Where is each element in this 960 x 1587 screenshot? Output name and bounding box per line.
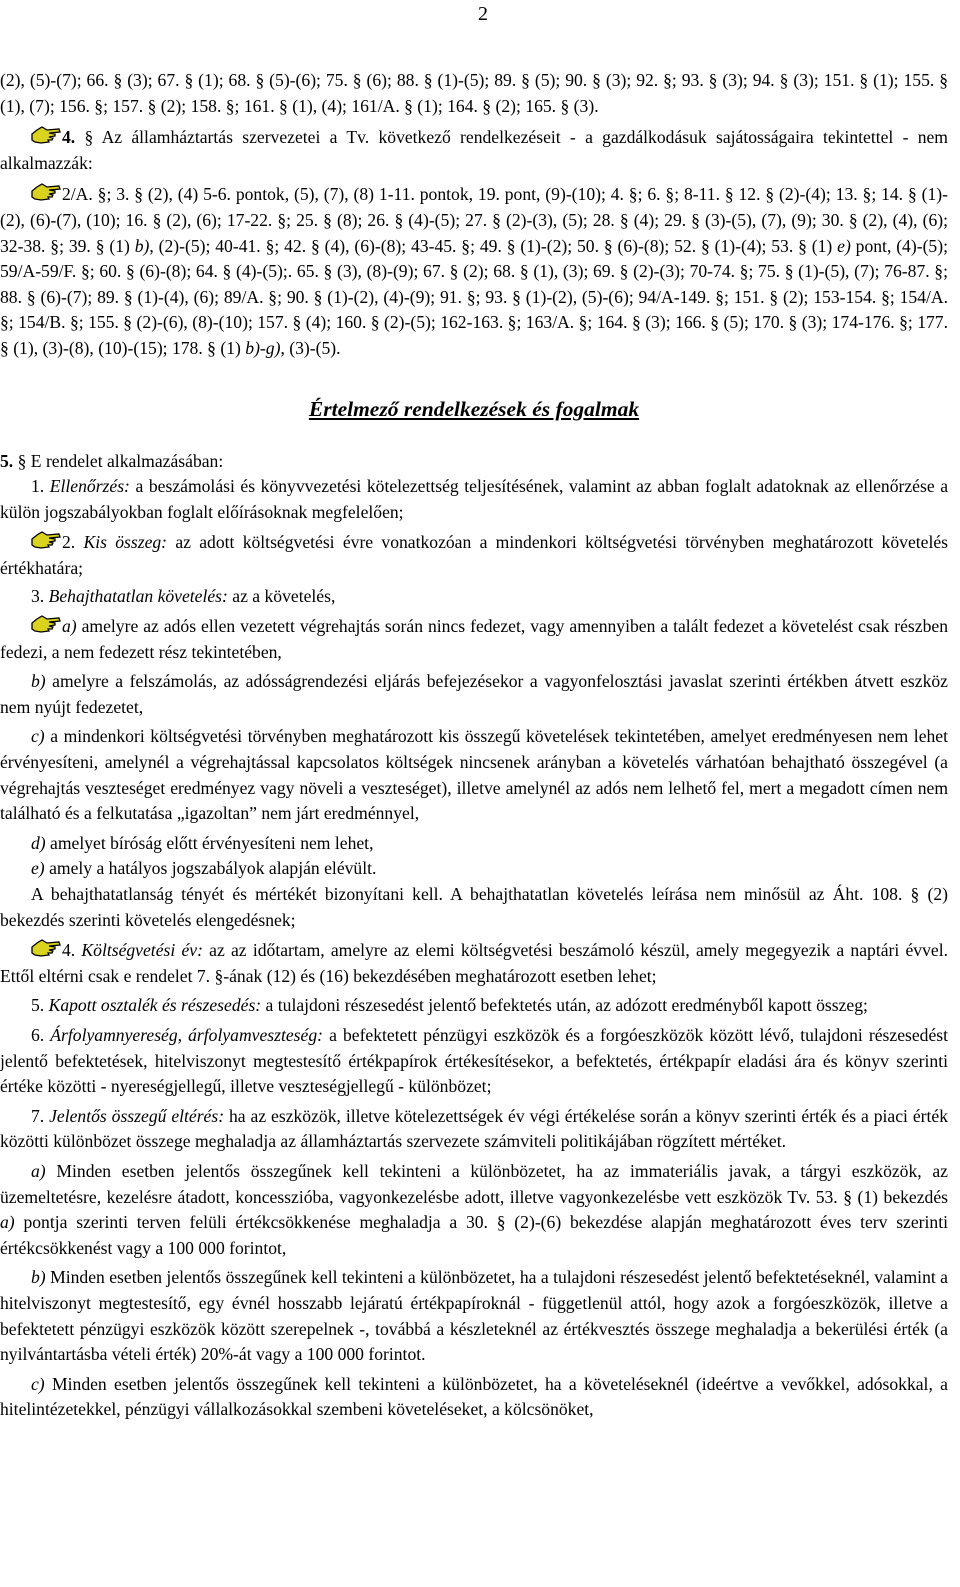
amendment-paragraph [0, 68, 948, 119]
definition-term: Költségvetési év: [81, 940, 203, 961]
definition-7a [0, 1159, 948, 1261]
definition-1 [0, 474, 948, 525]
definition-3b [0, 669, 948, 720]
item-text: amelyre az adós ellen vezetett végrehajtás során nincs fedezet, vagy amennyiben a talált fedezet a követelést csak részben fedezi, a nem fedezett rész tekintetében, [0, 616, 948, 662]
pointing-hand-icon [31, 181, 62, 202]
list-italic: b) [134, 235, 150, 256]
pointing-hand-icon [31, 124, 62, 145]
section-5-number: 5. [0, 450, 14, 471]
definition-7 [0, 1104, 948, 1155]
list-text: 2/A. §; 3. § (2), (4) 5-6. pontok, (5), (7), (8) 1-11. pontok, 19. pont, (9)-(10); 4. §; 6. §; 8-11. § 12. § (2)-(4); 13. §; 14. § (1)-(2), (6)-(7), (10); 16. § (2), (6); 17-22. §; 25. § (8); 26. § (4)-(5); 27. § (2)-(3), (5); 28. § (4); 29. § (3)-(5), (7), (9); 30. § (2), (4), (6); 32-38. §; 39. § (1) [0, 184, 948, 256]
list-text: pont, (4)-(5); 59/A-59/F. §; 60. § (6)-(8); 64. § (4)-(5);. 65. § (3), (8)-(9); 67. § (2); 68. § (1), (3); 69. § (2)-(3); 70-74. §; 75. § (1)-(5), (7); 76-87. §; 88. § (6)-(7); 89. § (1)-(4), (6); 89/A. §; 90. § (1)-(2), (4)-(9); 91. §; 93. § (1)-(2), (5)-(6); 94/A-149. §; 151. § (2); 153-154. §; 154/A. §; 154/B. §; 155. § (2)-(6), (8)-(10); 157. § (4); 160. § (2)-(5); 162-163. §; 163/A. §; 164. § (3); 166. § (5); 170. § (3); 174-176. §; 177. § (1), (3)-(8), (10)-(15); 178. § (1) [0, 235, 948, 358]
item-letter: d) [31, 832, 46, 853]
item-text: pontja szerinti terven felüli értékcsökkenése meghaladja a 30. § (2)-(6) bekezdése alapján meghatározott éves terv szerinti értékcsökkenést vagy a 100 000 forintot, [0, 1212, 948, 1258]
section-4-text: § Az államháztartás szervezetei a Tv. következő rendelkezéseit - a gazdálkodásuk sajátosságaira tekintettel - nem alkalmazzák: [0, 127, 948, 173]
definition-3e [0, 856, 948, 882]
definition-3-tail [0, 882, 948, 933]
item-text: Minden esetben jelentős összegűnek kell tekinteni a különbözetet, ha a követeléseknél (ideértve a vevőkkel, adósokkal, a hitelintézetekkel, pénzügyi vállalkozásokkal szembeni követeléseket, a kölcsönöket, [0, 1373, 948, 1420]
item-text: Minden esetben jelentős összegűnek kell tekinteni a különbözetet, ha az immateriális javak, a tárgyi eszközök, az üzemeltetésre, kezelésre átadott, koncesszióba, vagyonkezelésbe adott, illetve vagyonkezelésbe vett eszközök Tv. 53. § (1) bekezdés [0, 1160, 948, 1207]
definition-term: Behajthatatlan követelés: [48, 585, 228, 606]
definition-number: 7. [31, 1105, 50, 1126]
item-text: a mindenkori költségvetési törvényben meghatározott kis összegű követelések tekintetében, amelyet eredményesen nem lehet érvényesíteni, amelynél a végrehajtással kapcsolatos költségek nincsenek arányban a követelés várhatóan behajtható összegével (a végrehajtás veszteséget eredményez vagy növeli a veszteséget), illetve amelynél az adós nem lelhető fel, mert a megadott címen nem található és a felkutatása „igazoltan” nem járt eredménnyel, [0, 726, 948, 824]
definition-term: Árfolyamnyereség, árfolyamveszteség: [50, 1025, 323, 1045]
definition-number: 4. [62, 940, 82, 961]
section-5-text: § E rendelet alkalmazásában: [13, 450, 224, 471]
definition-6 [0, 1023, 948, 1100]
section-4-number: 4. [62, 127, 76, 148]
definition-5 [0, 993, 948, 1019]
definition-text: a tulajdoni részesedést jelentő befektetés után, az adózott eredményből kapott összeg; [261, 995, 868, 1016]
document-body [0, 68, 948, 1423]
item-letter: b) [31, 1267, 46, 1288]
definition-number: 5. [31, 995, 49, 1016]
definition-term: Kis összeg: [83, 532, 168, 553]
definition-number: 6. [31, 1025, 51, 1045]
definition-text: az adott költségvetési évre vonatkozóan a mindenkori költségvetési törvényben meghatározott követelés értékhatára; [0, 532, 948, 578]
definition-7c [0, 1372, 948, 1423]
section-heading: Értelmező rendelkezések és fogalmak [308, 396, 640, 421]
item-letter: a) [31, 1160, 46, 1181]
list-italic: b)-g) [245, 337, 281, 358]
amendment-text: (2), (5)-(7); 66. § (3); 67. § (1); 68. § (5)-(6); 75. § (6); 88. § (1)-(5); 89. § (5); 90. § (3); 92. §; 93. § (3); 94. § (3); 151. § (1); 155. § (1), (7); 156. §; 157. § (2); 158. §; 161. § (1), (4); 161/A. § (1); 164. § (2); 165. § (3). [0, 70, 948, 116]
item-letter: e) [31, 858, 45, 879]
pointing-hand-icon [31, 937, 62, 958]
list-text: , (2)-(5); 40-41. §; 42. § (4), (6)-(8); 43-45. §; 49. § (1)-(2); 50. § (6)-(8); 52. § (1)-(4); 53. § (1) [149, 235, 838, 256]
item-letter: c) [31, 726, 45, 747]
definition-3d [0, 831, 948, 857]
item-letter: a) [62, 616, 77, 637]
item-letter: b) [31, 671, 46, 692]
definition-4 [0, 937, 948, 989]
definition-2 [0, 529, 948, 581]
pointing-hand-icon [31, 613, 62, 634]
section-5 [0, 449, 948, 475]
section-4 [0, 124, 948, 176]
definition-number: 1. [31, 476, 50, 497]
definition-number: 3. [31, 585, 49, 606]
item-text: Minden esetben jelentős összegűnek kell tekinteni a különbözetet, ha a tulajdoni részesedést jelentő befektetéseknél, valamint a hitelviszonyt megtestesítő, egy évnél hosszabb lejáratú értékpapíroknál - függetlenül attól, hogy azok a forgóeszközök, illetve a befektetett pénzügyi eszközök között szerepelnek -, továbbá a készleteknél az értékvesztés összege meghaladja a bekerülési érték (a nyilvántartásba vételi érték) 20%-át vagy a 100 000 forintot. [0, 1267, 948, 1365]
definition-term: Jelentős összegű eltérés: [49, 1105, 225, 1126]
definition-text: az az időtartam, amelyre az elemi költségvetési beszámoló készül, amely megegyezik a naptári évvel. Ettől eltérni csak e rendelet 7. §-ának (12) és (16) bekezdésében meghatározott esetben lehet; [0, 940, 949, 986]
item-letter: c) [31, 1373, 45, 1394]
definition-term: Kapott osztalék és részesedés: [48, 995, 262, 1016]
definition-3a [0, 613, 948, 665]
item-letter: a) [0, 1212, 15, 1233]
list-text: , (3)-(5). [280, 337, 341, 358]
item-text: amely a hatályos jogszabályok alapján elévült. [44, 858, 377, 879]
section-4-list [0, 181, 948, 361]
definition-3 [0, 584, 948, 610]
definition-text: a beszámolási és könyvvezetési kötelezettség teljesítésének, valamint az abban foglalt adatoknak az ellenőrzése a külön jogszabályokban foglalt előírásoknak megfelelően; [0, 476, 949, 522]
definition-number: 2. [62, 532, 84, 553]
definition-text: az a követelés, [227, 585, 336, 606]
page-number: 2 [478, 3, 488, 25]
pointing-hand-icon [31, 529, 62, 550]
item-text: amelyre a felszámolás, az adósságrendezési eljárás befejezésekor a vagyonfelosztási javaslat szerinti értékben átvett eszköz nem nyújt fedezetet, [0, 671, 948, 717]
definition-text: A behajthatatlanság tényét és mértékét bizonyítani kell. A behajthatatlan követelés leírása nem minősül az Áht. 108. § (2) bekezdés szerinti követelés elengedésnek; [0, 884, 948, 930]
definition-term: Ellenőrzés: [49, 476, 130, 497]
list-italic: e) [837, 235, 851, 256]
item-text: amelyet bíróság előtt érvényesíteni nem lehet, [45, 832, 374, 853]
definition-7b [0, 1265, 948, 1367]
definition-text: ha az eszközök, illetve kötelezettségek év végi értékelése során a könyv szerinti érték és a piaci érték közötti különbözet összege meghaladja az államháztartás szervezete számviteli politikájában rögzített mértéket. [0, 1105, 948, 1152]
definition-3c [0, 724, 948, 826]
definition-text: a befektetett pénzügyi eszközök és a forgóeszközök között lévő, tulajdoni részesedést jelentő befektetések, hitelviszonyt megtestesítő értékpapírok értékesítésekor, a befektetés, értékpapír eladási ára és könyv szerinti értéke közötti - nyereségjellegű, illetve veszteségjellegű - különbözet; [0, 1025, 949, 1097]
